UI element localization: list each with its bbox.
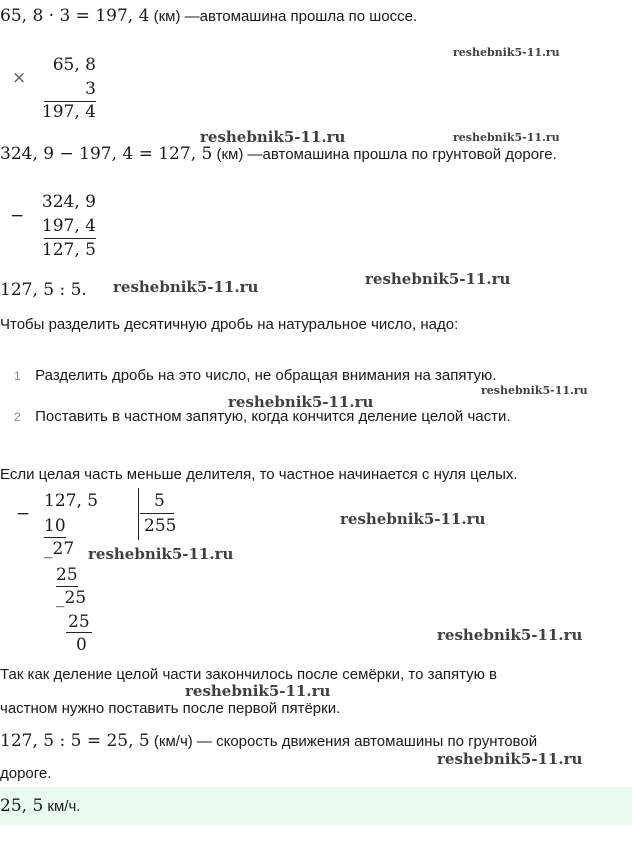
step4-text: (км/ч) — скорость движения автомашины по грунтовой [149, 733, 538, 750]
division-row-1: 10 [44, 516, 66, 536]
watermark: reshebnik5-11.ru [185, 682, 331, 700]
division-minus-sign: − [16, 504, 31, 524]
step2-text: (км) —автомашина прошла по грунтовой дороге. [212, 146, 557, 163]
sub-bottom: 197, 4 [41, 216, 96, 236]
answer-box [0, 787, 632, 825]
watermark: reshebnik5-11.ru [200, 128, 346, 146]
answer-line [0, 796, 80, 816]
dividend: 127, 5 [44, 491, 99, 511]
watermark: reshebnik5-11.ru [340, 510, 486, 528]
division-row-5: 25 [68, 612, 90, 632]
division-row-2: _27 [44, 539, 75, 559]
sub-line [44, 238, 96, 239]
list-number-1: 1 [14, 369, 21, 383]
sub-result: 127, 5 [41, 240, 96, 260]
step1-formula: 65, 8 · 3 = 197, 4 [0, 6, 150, 26]
mult-result: 197, 4 [41, 102, 96, 122]
division-bar [138, 488, 139, 540]
division-row-4: _25 [56, 588, 87, 608]
watermark: reshebnik5-11.ru [365, 270, 511, 288]
watermark: reshebnik5-11.ru [453, 131, 560, 144]
watermark: reshebnik5-11.ru [481, 384, 588, 397]
division-row-6: 0 [76, 635, 87, 655]
answer-value: 25, 5 [0, 796, 44, 816]
step4-text-continued: дороге. [0, 765, 52, 782]
quotient: 255 [144, 516, 177, 536]
minus-sign: − [10, 206, 25, 226]
step4-formula: 127, 5 : 5 = 25, 5 [0, 731, 150, 751]
step4-line [0, 731, 537, 751]
step2-line [0, 144, 557, 164]
division-underline-3 [66, 632, 92, 633]
division-row-3: 25 [56, 565, 78, 585]
divisor-line [140, 513, 174, 514]
rule-intro: Чтобы разделить десятичную дробь на натуральное число, надо: [0, 316, 459, 333]
watermark: reshebnik5-11.ru [228, 393, 374, 411]
rule-item-1 [14, 367, 496, 385]
watermark: reshebnik5-11.ru [453, 46, 560, 59]
division-underline-1 [44, 537, 66, 538]
mult-bottom: 3 [85, 79, 96, 99]
watermark: reshebnik5-11.ru [437, 750, 583, 768]
answer-unit: км/ч. [43, 798, 81, 815]
division-underline-2 [56, 586, 78, 587]
step1-text: (км) —автомашина прошла по шоссе. [149, 8, 418, 25]
rule-item-2-text: Поставить в частном запятую, когда кончится деление целой части. [35, 408, 511, 425]
step2-formula: 324, 9 − 197, 4 = 127, 5 [0, 144, 213, 164]
step3-formula: 127, 5 : 5. [0, 280, 87, 300]
watermark: reshebnik5-11.ru [113, 278, 259, 296]
watermark: reshebnik5-11.ru [437, 626, 583, 644]
watermark: reshebnik5-11.ru [88, 545, 234, 563]
explanation-line-1: Так как деление целой части закончилось после семёрки, то запятую в [0, 666, 497, 683]
step1-line [0, 6, 417, 26]
mult-top: 65, 8 [52, 55, 96, 75]
multiply-sign: × [12, 68, 27, 88]
divisor: 5 [154, 491, 165, 511]
rule-item-1-text: Разделить дробь на это число, не обращая внимания на запятую. [35, 367, 497, 384]
sub-top: 324, 9 [41, 192, 96, 212]
rule-note: Если целая часть меньше делителя, то частное начинается с нуля целых. [0, 466, 518, 483]
list-number-2: 2 [14, 410, 21, 424]
explanation-line-2: частном нужно поставить после первой пятёрки. [0, 700, 341, 717]
